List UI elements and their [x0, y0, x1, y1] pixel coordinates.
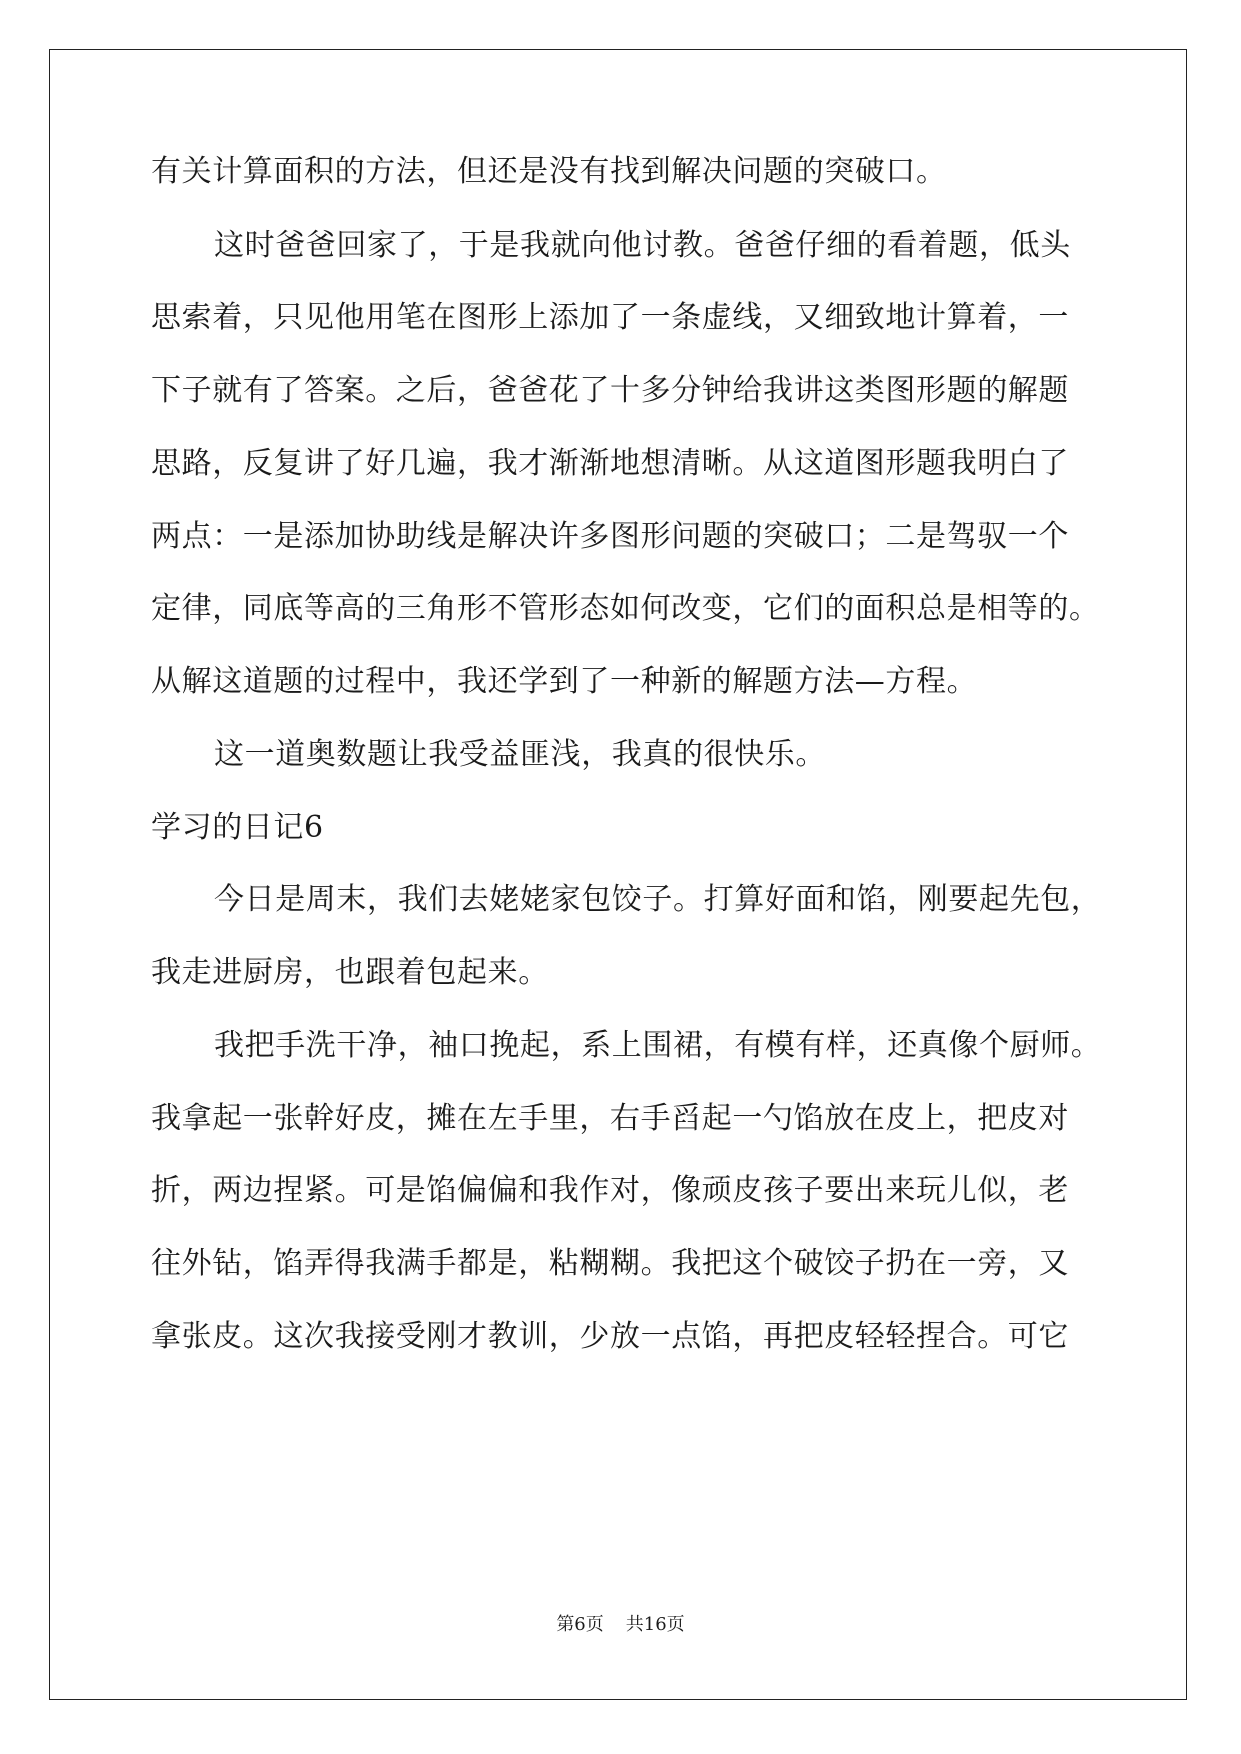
paragraph-line: 往外钻，馅弄得我满手都是，粘糊糊。我把这个破饺子扔在一旁，又: [151, 1246, 1069, 1281]
paragraph-line: 有关计算面积的方法，但还是没有找到解决问题的突破口。: [151, 154, 947, 189]
paragraph-line: 我拿起一张幹好皮，摊在左手里，右手舀起一勺馅放在皮上，把皮对: [151, 1101, 1069, 1136]
page-total: 共16页: [625, 1614, 685, 1635]
paragraph-line: 思索着，只见他用笔在图形上添加了一条虚线，又细致地计算着，一: [151, 300, 1069, 335]
paragraph-line: 折，两边捏紧。可是馅偏偏和我作对，像顽皮孩子要出来玩儿似，老: [151, 1173, 1069, 1208]
paragraph-line: 我把手洗干净，袖口挽起，系上围裙，有模有样，还真像个厨师。: [214, 1028, 1102, 1063]
page-number: 第6页: [556, 1614, 604, 1635]
page-border: [49, 49, 1187, 1700]
paragraph-line: 定律，同底等高的三角形不管形态如何改变，它们的面积总是相等的。: [151, 591, 1100, 626]
paragraph-line: 两点：一是添加协助线是解决许多图形问题的突破口；二是驾驭一个: [151, 519, 1069, 554]
paragraph-line: 我走进厨房，也跟着包起来。: [151, 955, 549, 990]
section-heading: 学习的日记6: [151, 810, 324, 845]
paragraph-line: 这一道奥数题让我受益匪浅，我真的很快乐。: [214, 737, 826, 772]
paragraph-line: 拿张皮。这次我接受刚才教训，少放一点馅，再把皮轻轻捏合。可它: [151, 1319, 1069, 1354]
paragraph-line: 从解这道题的过程中，我还学到了一种新的解题方法—方程。: [151, 664, 978, 699]
paragraph-line: 思路，反复讲了好几遍，我才渐渐地想清晰。从这道图形题我明白了: [151, 446, 1069, 481]
paragraph-line: 今日是周末，我们去姥姥家包饺子。打算好面和馅，刚要起先包，: [214, 882, 1102, 917]
page-footer: [0, 1613, 1241, 1637]
paragraph-line: 下子就有了答案。之后，爸爸花了十多分钟给我讲这类图形题的解题: [151, 373, 1069, 408]
paragraph-line: 这时爸爸回家了，于是我就向他讨教。爸爸仔细的看着题，低头: [214, 228, 1071, 263]
